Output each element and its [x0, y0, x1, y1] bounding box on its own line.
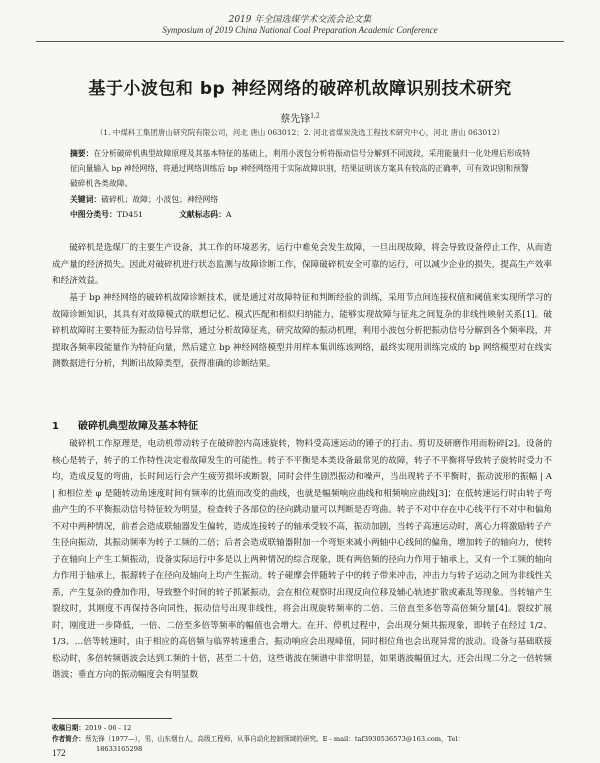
paper-title: 基于小波包和 bp 神经网络的破碎机故障识别技术研究 — [88, 79, 512, 99]
footnote-tel: 18633165298 — [96, 745, 143, 753]
author-name: 蔡先锋 — [280, 114, 311, 125]
doc-code-value: A — [225, 210, 232, 219]
clc-label: 中图分类号： — [70, 210, 117, 219]
abstract-text: 在分析破碎机典型故障原理及其基本特征的基础上，利用小波包分析将振动信号分解到不同波段，采用能量归一化处理后形成特征向量输入 bp 神经网络，将通过网络训练后 bp 神经网络用于实际故障识别，结果证明该方案具有较高的正确率，可有效识别和预警破碎机各类故障。 — [70, 149, 531, 188]
author-affiliation-marks: 1,2 — [310, 112, 320, 120]
received-date: 2019 - 06 - 12 — [84, 724, 132, 732]
classification-line — [70, 207, 530, 222]
header-rule — [36, 41, 564, 42]
author-line — [0, 110, 600, 125]
section-heading — [52, 417, 198, 432]
footnote-received — [52, 723, 552, 734]
keywords-label: 关键词： — [70, 195, 102, 204]
body-paragraph-1: 破碎机是选煤厂的主要生产设备，其工作的环境恶劣，运行中难免会发生故障，一旦出现故障，将会导致设备停止工作，从而造成产量的经济损失。因此对破碎机进行状态监测与故障诊断工作，保障破碎机安全可靠的运行，可以减少企业的损失，提高生产效率和经济效益。 — [52, 243, 552, 286]
running-header-en: Symposium of 2019 China National Coal Preparation Academic Conference — [162, 25, 438, 35]
abstract-block — [70, 146, 530, 222]
clc-number — [70, 207, 143, 222]
keywords-text: 破碎机；故障；小波包；神经网络 — [101, 195, 219, 204]
footnote-rule — [52, 718, 172, 719]
keywords — [70, 192, 530, 207]
running-header-cn: 2019 年全国选煤学术交流会论文集 — [228, 15, 372, 25]
received-label: 收稿日期： — [52, 724, 85, 732]
abstract-label: 摘要： — [70, 149, 94, 158]
author-info-label: 作者简介： — [52, 735, 85, 743]
author-info-text: 蔡先锋（1977—），男，山东烟台人，高级工程师，从事自动化控制领域的研究。E - mail：taf3930536573@163.com，Tel： — [84, 735, 465, 743]
body-paragraph-2: 基于 bp 神经网络的破碎机故障诊断技术，就是通过对故障特征和判断经验的训练，采用节点间连接权值和阈值来实现所学习的故障诊断知识，其具有对故障模式的联想记忆、模式匹配和相似归纳能力，能够实现故障与征兆之间复杂的非线性映射关系[1]。破碎机故障时主要特征为振动信号异常，通过分析故障征兆，研究故障的振动机理，利用小波包分析把振动信号分解到各个频率段，并提取各频率段能量作为特征向量，然后建立 bp 神经网络模型并用样本集训练该网络，最终实现用训练完成的 bp 网络模型对在线实测数据进行分析，判断出故障类型，获得准确的诊断结果。 — [52, 293, 552, 369]
page-number: 172 — [52, 748, 66, 758]
affiliation: （1. 中煤科工集团唐山研究院有限公司，河北 唐山 063012；2. 河北省煤炭洗选工程技术研究中心，河北 唐山 063012） — [95, 128, 505, 137]
clc-value: TD451 — [116, 210, 144, 219]
abstract — [70, 146, 530, 191]
doc-code-label: 文献标志码： — [179, 210, 226, 219]
section-title: 破碎机典型故障及基本特征 — [78, 421, 198, 432]
document-code — [179, 207, 231, 222]
body-paragraph-3: 破碎机工作原理是，电动机带动转子在破碎腔内高速旋转，物料受高速运动的锤子的打击、剪切及研磨作用而粉碎[2]。设备的核心是转子，转子的工作特性决定着故障发生的可能性。转子不平衡是本类设备最常见的故障，转子不平衡将导致转子旋转时受力不均，造成反复的弯曲，长时间运行会产生疲劳损坏或断裂，同时会伴生剧烈振动和噪声，当出现转子不平衡时，振动波形的振幅 | A | 和相位差 φ 是随转动角速度时间有频率的比值而改变的曲线，也就是幅频响应曲线和相频响应曲线[3]；在低转速运行时由转子弯曲产生的不平衡振动信号特征较为明显，检查转子各部位的径向跳动量可以判断是否弯曲。转子不对中存在中心线平行不对中和偏角不对中两种情况，前者会造成联轴器发生偏转，造成连接转子的轴承受较不高，振动加剧，当转子高速运动时，离心力将激励转子产生径向振动，其振动频率为转子工频的二倍；后者会造成联轴器附加一个弯矩来减小两轴中心线间的偏角，增加转子的轴向力，使转子在轴向上产生工频振动，设备实际运行中多是以上两种情况的综合现象，既有两倍频的径向力作用于轴承上，又有一个工频的轴向力作用于轴承上，振源转子在径向及轴向上均产生振动。转子碰摩会伴随转子中的转子带来冲击，冲击力与转子运动之间为非线性关系，产生复杂的叠加作用，导致整个时间的转子抓紧振动，会在相位观察时出现反向位移及辅心轨迹扩散或紊乱等现象。当转轴产生裂纹时，其刚度不再保持各向同性，振动信号出现非线性，将会出现旋转频率的二倍、三倍直至多倍等高倍频分量[4]。裂纹扩展时，刚度进一步降低，一倍、二倍至多倍等频率的幅值也会增大。在开、停机过程中，会出现分频共振现象，即转子在经过 1/2、1/3、…倍等转速时，由于相应的高倍频与临界转速重合，振动响应会出现峰值，同时相位角也会出现异常的波动。设备与基础联接松动时，多倍转频谐波会达到工频的十倍，甚至二十倍，这些谐波在频谱中非常明显，如果谐波幅值过大，还会出现二分之一倍转频谐波；垂直方向的振动幅度会有明显数 — [52, 439, 552, 680]
section-number: 1 — [52, 421, 59, 432]
